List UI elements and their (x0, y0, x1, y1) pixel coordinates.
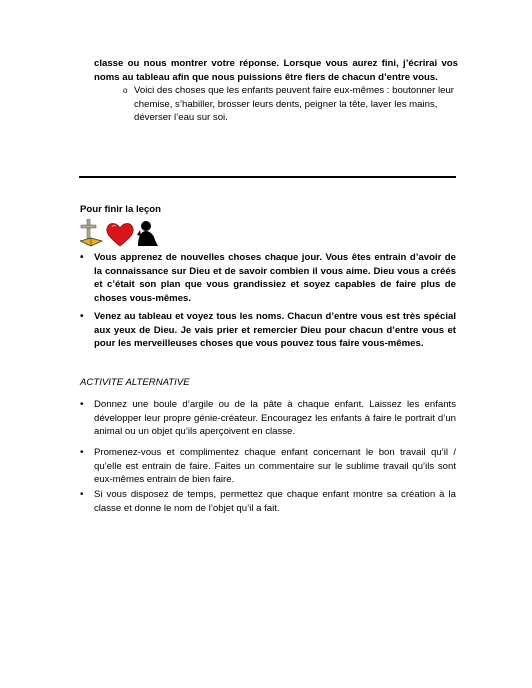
sub-bullet-text: Voici des choses que les enfants peuvent faire eux-mêmes : boutonner leur chemise, s’habiller, brosser leurs dents, peigner la tête, laver les mains, déverser l’eau sur soi. (134, 85, 454, 124)
closing-bullet-text: Venez au tableau et voyez tous les noms. Chacun d’entre vous est très spécial aux yeux de Dieu. Je vais prier et remercier Dieu pour chacun d’entre vous et pour les merveilleuses choses que vous pouvez tous faire vous-mêmes. (94, 311, 456, 350)
icon-row (80, 219, 160, 249)
alt-bullet-text: Promenez-vous et complimentez chaque enfant concernant le bon travail qu’il / qu’elle est entrain de faire. Faites un commentaire sur le sublime travail qu’ils sont eux-mêmes entrain de bien faire. (94, 447, 456, 486)
closing-bullet-1 (80, 251, 456, 305)
praying-child-icon (137, 221, 158, 246)
closing-bullet-2 (80, 310, 456, 351)
bullet-marker: • (80, 311, 84, 322)
section-heading: Pour finir la leçon (80, 204, 162, 215)
sub-bullet-item (123, 84, 454, 125)
horizontal-divider (79, 176, 456, 178)
heart-icon (107, 224, 134, 246)
bullet-marker: • (80, 447, 84, 458)
sub-bullet-marker: o (123, 86, 128, 95)
cross-and-bible-icon (80, 219, 102, 246)
intro-paragraph: classe ou nous montrer votre réponse. Lorsque vous aurez fini, j’écrirai vos noms au tableau afin que nous puissions être fiers de chacun d’entre vous. (94, 58, 458, 83)
alternative-activity-title: ACTIVITE ALTERNATIVE (80, 377, 190, 388)
alt-bullet-3 (80, 488, 456, 515)
alt-bullet-text: Si vous disposez de temps, permettez que chaque enfant montre sa création à la classe et donne le nom de l’objet qu’il a fait. (94, 489, 456, 514)
closing-bullet-text: Vous apprenez de nouvelles choses chaque jour. Vous êtes entrain d’avoir de la connaissance sur Dieu et de savoir combien il vous aime. Dieu vous a créés et c’était son plan que vous grandissiez et soyez capables de faire plus de choses vous-mêmes. (94, 252, 456, 304)
bullet-marker: • (80, 399, 84, 410)
alt-bullet-1 (80, 398, 456, 439)
alt-bullet-text: Donnez une boule d’argile ou de la pâte à chaque enfant. Laissez les enfants développer leur propre génie-créateur. Encouragez les enfants à faire le portrait d’un animal ou un objet qu’ils aperçoivent en classe. (94, 399, 456, 438)
bullet-marker: • (80, 252, 84, 263)
alt-bullet-2 (80, 446, 456, 487)
bullet-marker: • (80, 489, 84, 500)
